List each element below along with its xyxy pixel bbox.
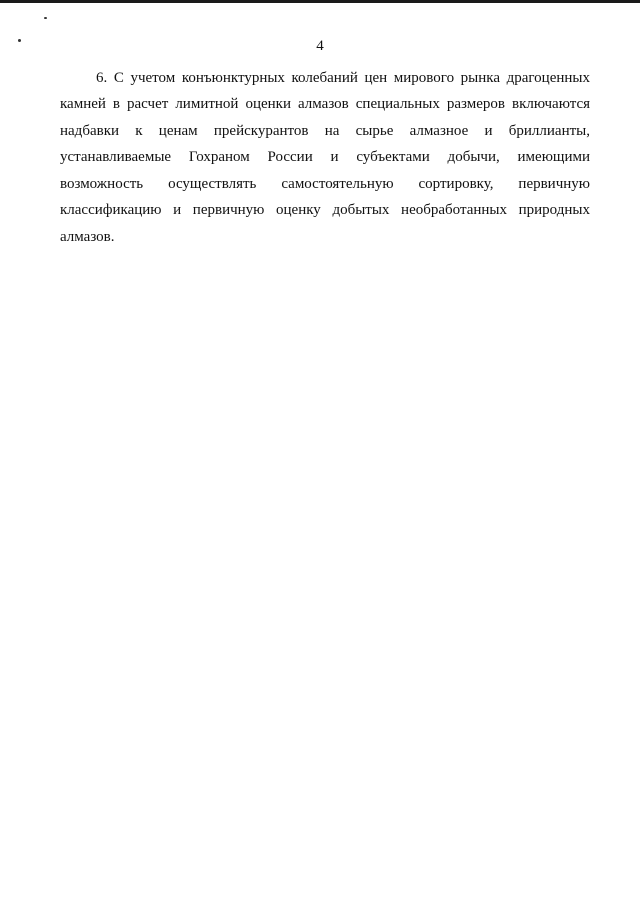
scan-top-edge: [0, 0, 640, 3]
paragraph-line: надбавки к ценам прейскурантов на сырье алмазное и бриллианты,: [60, 123, 590, 139]
paragraph-line: классификацию и первичную оценку добытых необработанных природных: [60, 202, 590, 218]
paragraph-line: алмазов.: [60, 229, 115, 245]
scan-speck: [44, 17, 47, 19]
paragraph-line: камней в расчет лимитной оценки алмазов специальных размеров включаются: [60, 96, 590, 112]
page-number: 4: [316, 38, 324, 54]
paragraph-line: 6. С учетом конъюнктурных колебаний цен мирового рынка драгоценных: [96, 70, 590, 86]
paragraph-line: устанавливаемые Гохраном России и субъектами добычи, имеющими: [60, 149, 590, 165]
paragraph-line: возможность осуществлять самостоятельную сортировку, первичную: [60, 176, 590, 192]
